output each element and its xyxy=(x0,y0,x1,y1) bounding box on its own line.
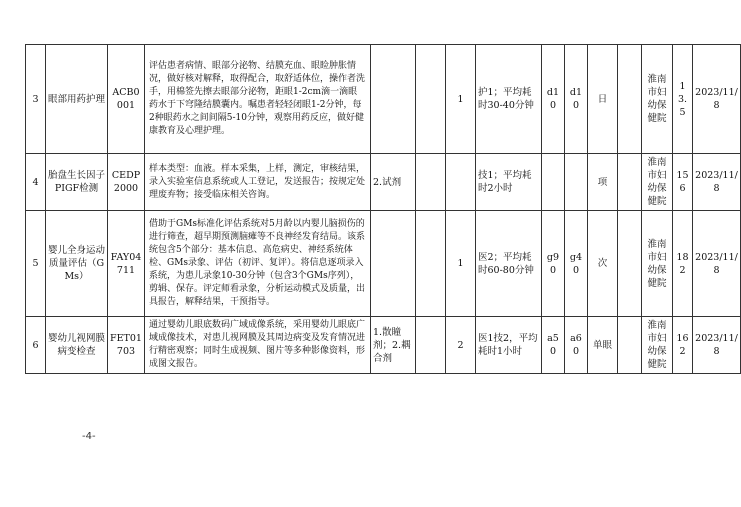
exclusion-cell xyxy=(371,45,416,154)
blank-cell xyxy=(416,45,446,154)
project-name-cell: 胎盘生长因子PIGF检测 xyxy=(46,154,108,211)
seq-cell: 4 xyxy=(26,154,46,211)
project-content-cell: 样本类型：血液。样本采集，上样，测定，审核结果，录入实验室信息系统或人工登记，发送报告；按规定处理废弃物；接受临床相关咨询。 xyxy=(145,154,371,211)
count-cell xyxy=(446,154,476,211)
date-cell: 2023/11/8 xyxy=(693,154,741,211)
resource-cell: 医2；平均耗时60-80分钟 xyxy=(476,211,542,317)
price-cell: 156 xyxy=(673,154,693,211)
hospital-cell: 淮南市妇幼保健院 xyxy=(642,317,673,374)
code-a-cell: g9 0 xyxy=(542,211,565,317)
seq-cell: 6 xyxy=(26,317,46,374)
exclusion-cell: 2.试剂 xyxy=(371,154,416,211)
date-cell: 2023/11/8 xyxy=(693,45,741,154)
code-a-cell xyxy=(542,154,565,211)
hospital-cell: 淮南市妇幼保健院 xyxy=(642,45,673,154)
project-content-cell: 评估患者病情、眼部分泌物、结膜充血、眼睑肿胀情况，做好核对解释，取得配合，取舒适体位，操作者洗手，用棉签先擦去眼部分泌物，距眼1-2cm滴一滴眼药水于下穹隆结膜囊内。嘱患者轻轻闭眼1-2分钟，每2种眼药水之间间隔5-10分钟，观察用药反应，做好健康教育及心理护理。 xyxy=(145,45,371,154)
project-content-cell: 借助于GMs标准化评估系统对5月龄以内婴儿脑损伤的进行筛查，超早期预测脑瘫等不良神经发育结局。该系统包含5个部分：基本信息、高危病史、神经系统体检、GMs录象、评估（初评、复评）。将信息逐项录入系统，为患儿录象10-30分钟（包含3个GMs序列），剪辑、保存。评定师看录象，分析运动模式及质量，出具报告，解释结果，干预指导。 xyxy=(145,211,371,317)
project-content-cell: 通过婴幼儿眼底数码广域成像系统，采用婴幼儿眼底广域成像技术，对患儿视网膜及其周边病变及发育情况进行精密观察；同时生成视频、图片等多种影像资料，形成图文报告。 xyxy=(145,317,371,374)
project-code-cell: FET01703 xyxy=(108,317,145,374)
code-a-cell: a5 0 xyxy=(542,317,565,374)
code-b-cell: d1 0 xyxy=(565,45,588,154)
table-row xyxy=(26,317,741,374)
unit-cell: 单眼 xyxy=(588,317,618,374)
project-code-cell: ACB0001 xyxy=(108,45,145,154)
hospital-cell: 淮南市妇幼保健院 xyxy=(642,154,673,211)
price-cell: 13.5 xyxy=(673,45,693,154)
project-name-cell: 婴幼儿视网膜病变检查 xyxy=(46,317,108,374)
date-cell: 2023/11/8 xyxy=(693,211,741,317)
code-b-cell: a6 0 xyxy=(565,317,588,374)
unit-cell: 次 xyxy=(588,211,618,317)
project-code-cell: CEDP2000 xyxy=(108,154,145,211)
code-b-cell: g4 0 xyxy=(565,211,588,317)
seq-cell: 3 xyxy=(26,45,46,154)
code-a-cell: d1 0 xyxy=(542,45,565,154)
table-row xyxy=(26,154,741,211)
resource-cell: 护1；平均耗时30-40分钟 xyxy=(476,45,542,154)
resource-cell: 医1技2，平均耗时1小时 xyxy=(476,317,542,374)
project-code-cell: FAY04711 xyxy=(108,211,145,317)
project-name-cell: 婴儿全身运动质量评估（GMs） xyxy=(46,211,108,317)
exclusion-cell xyxy=(371,211,416,317)
unit-cell: 日 xyxy=(588,45,618,154)
resource-cell: 技1；平均耗时2小时 xyxy=(476,154,542,211)
fee-table xyxy=(25,44,741,374)
fee-table-frame xyxy=(25,44,738,383)
blank-cell xyxy=(618,211,642,317)
exclusion-cell: 1.散瞳剂；2.耦合剂 xyxy=(371,317,416,374)
blank-cell xyxy=(618,154,642,211)
blank-cell xyxy=(618,317,642,374)
seq-cell: 5 xyxy=(26,211,46,317)
page-number: -4- xyxy=(82,431,96,442)
unit-cell: 项 xyxy=(588,154,618,211)
date-cell: 2023/11/8 xyxy=(693,317,741,374)
blank-cell xyxy=(416,317,446,374)
blank-cell xyxy=(618,45,642,154)
table-row xyxy=(26,211,741,317)
hospital-cell: 淮南市妇幼保健院 xyxy=(642,211,673,317)
count-cell: 1 xyxy=(446,211,476,317)
count-cell: 2 xyxy=(446,317,476,374)
blank-cell xyxy=(416,211,446,317)
count-cell: 1 xyxy=(446,45,476,154)
project-name-cell: 眼部用药护理 xyxy=(46,45,108,154)
table-row xyxy=(26,45,741,154)
price-cell: 182 xyxy=(673,211,693,317)
price-cell: 162 xyxy=(673,317,693,374)
code-b-cell xyxy=(565,154,588,211)
blank-cell xyxy=(416,154,446,211)
